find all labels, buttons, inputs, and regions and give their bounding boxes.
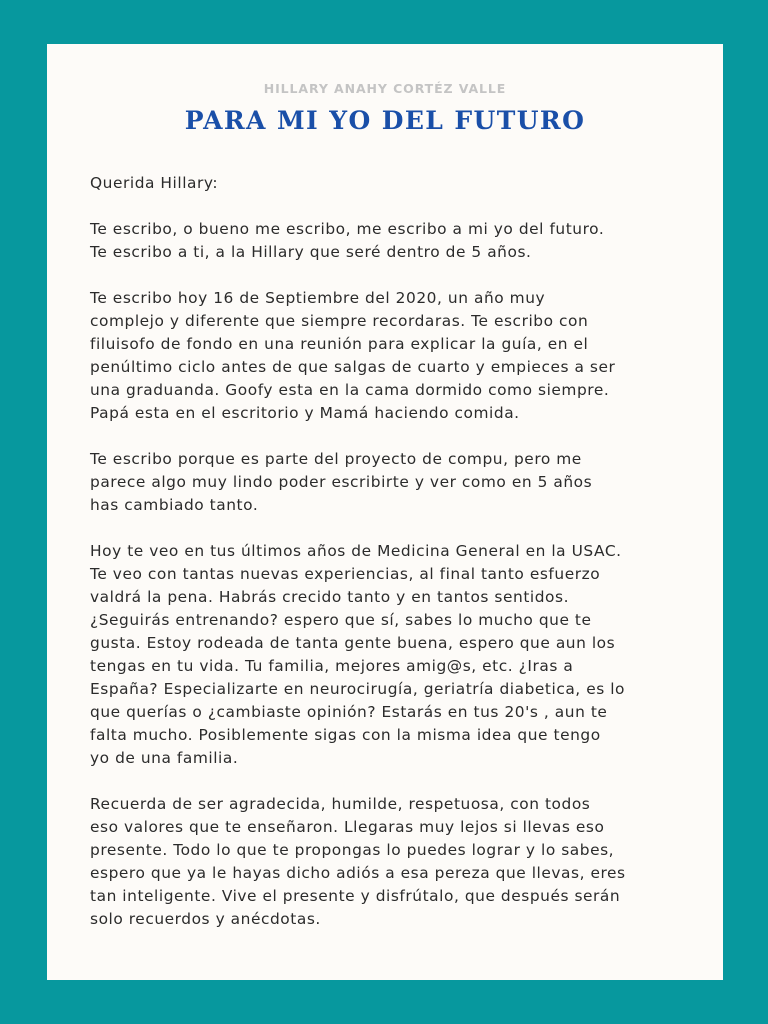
paragraph-line: Te escribo, o bueno me escribo, me escribo a mi yo del futuro. <box>90 220 605 238</box>
paragraph-line: que querías o ¿cambiaste opinión? Estarás en tus 20's , aun te <box>90 703 608 721</box>
paragraph-line: parece algo muy lindo poder escribirte y ver como en 5 años <box>90 473 593 491</box>
paragraph-3 <box>90 448 690 517</box>
letter-page <box>47 44 723 980</box>
paragraph-line: espero que ya le hayas dicho adiós a esa pereza que llevas, eres <box>90 864 626 882</box>
paragraph-line: Papá esta en el escritorio y Mamá haciendo comida. <box>90 404 520 422</box>
paragraph-line: penúltimo ciclo antes de que salgas de cuarto y empieces a ser <box>90 358 616 376</box>
paragraph-2 <box>90 287 690 425</box>
paragraph-line: has cambiado tanto. <box>90 496 259 514</box>
letter-body <box>90 172 690 954</box>
paragraph-line: complejo y diferente que siempre recordaras. Te escribo con <box>90 312 589 330</box>
paragraph-line: Te escribo a ti, a la Hillary que seré dentro de 5 años. <box>90 243 532 261</box>
paragraph-line: Te escribo porque es parte del proyecto de compu, pero me <box>90 450 582 468</box>
paragraph-line: presente. Todo lo que te propongas lo puedes lograr y lo sabes, <box>90 841 615 859</box>
paragraph-line: eso valores que te enseñaron. Llegaras muy lejos si llevas eso <box>90 818 605 836</box>
paragraph-line: tan inteligente. Vive el presente y disfrútalo, que después serán <box>90 887 621 905</box>
paragraph-line: Te veo con tantas nuevas experiencias, al final tanto esfuerzo <box>90 565 601 583</box>
paragraph-line: ¿Seguirás entrenando? espero que sí, sabes lo mucho que te <box>90 611 592 629</box>
paragraph-line: Recuerda de ser agradecida, humilde, respetuosa, con todos <box>90 795 591 813</box>
paragraph-line: Hoy te veo en tus últimos años de Medicina General en la USAC. <box>90 542 622 560</box>
paragraph-line: yo de una familia. <box>90 749 239 767</box>
paragraph-line: falta mucho. Posiblemente sigas con la misma idea que tengo <box>90 726 601 744</box>
paragraph-line: Te escribo hoy 16 de Septiembre del 2020, un año muy <box>90 289 546 307</box>
paragraph-line: valdrá la pena. Habrás crecido tanto y en tantos sentidos. <box>90 588 570 606</box>
paragraph-line: tengas en tu vida. Tu familia, mejores amig@s, etc. ¿Iras a <box>90 657 574 675</box>
paragraph-line: una graduanda. Goofy esta en la cama dormido como siempre. <box>90 381 610 399</box>
paragraph-line: gusta. Estoy rodeada de tanta gente buena, espero que aun los <box>90 634 616 652</box>
paragraph-line: solo recuerdos y anécdotas. <box>90 910 321 928</box>
author-name: HILLARY ANAHY CORTÉZ VALLE <box>263 81 507 96</box>
paragraph-4 <box>90 540 690 770</box>
paragraph-5 <box>90 793 690 931</box>
paragraph-1 <box>90 218 690 264</box>
letter-title: PARA MI YO DEL FUTURO <box>184 106 586 135</box>
greeting: Querida Hillary: <box>90 174 219 192</box>
paragraph-line: España? Especializarte en neurocirugía, geriatría diabetica, es lo <box>90 680 626 698</box>
paragraph-line: filuisofo de fondo en una reunión para explicar la guía, en el <box>90 335 589 353</box>
